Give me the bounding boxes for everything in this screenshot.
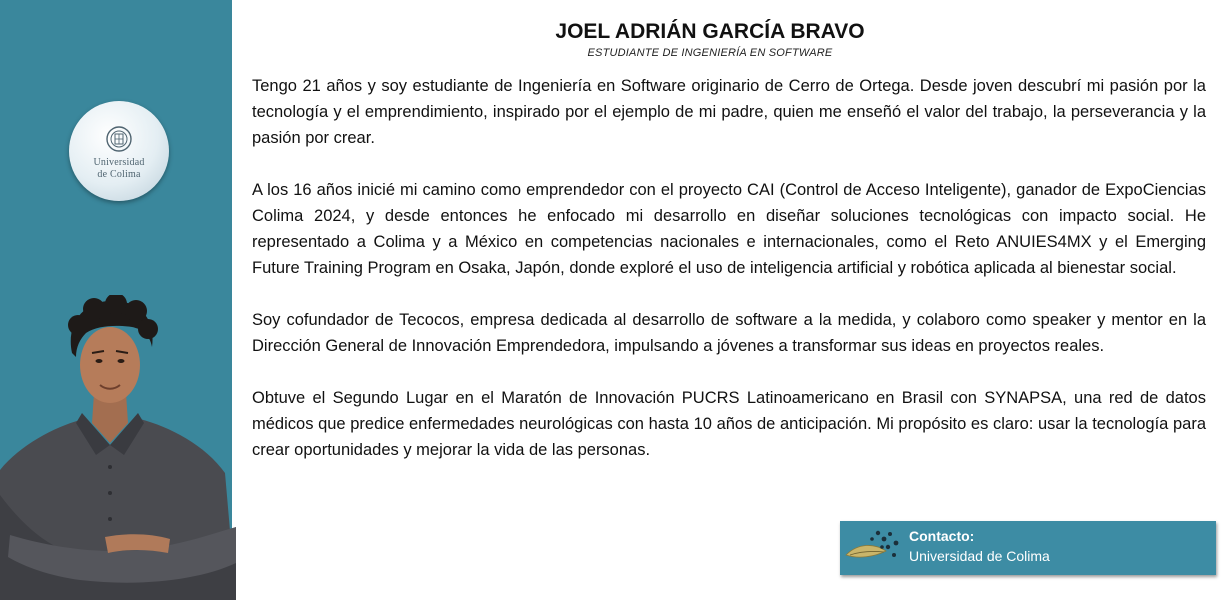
- university-logo-text: [69, 157, 169, 181]
- contact-box: [840, 521, 1216, 575]
- bio-paragraph-3: Soy cofundador de Tecocos, empresa dedicada al desarrollo de software a la medida, y colaboro como speaker y mentor en la Dirección General de Innovación Emprendedora, impulsando a jóvenes a transformar sus ideas en proyectos reales.: [252, 311, 1206, 355]
- person-role: ESTUDIANTE DE INGENIERÍA EN SOFTWARE: [587, 47, 833, 59]
- logo-line-2: de Colima: [97, 169, 141, 180]
- logo-line-1: Universidad: [93, 157, 145, 168]
- university-logo: [69, 101, 169, 201]
- profile-header: [470, 18, 950, 60]
- bio-paragraph-2: A los 16 años inicié mi camino como emprendedor con el proyecto CAI (Control de Acceso Inteligente), ganador de ExpoCiencias Colima 2024, y desde entonces he enfocado mi desarrollo en diseñar soluciones tecnológicas con impacto social. He representado a Colima y a México en competencias nacionales e internacionales, como el Reto ANUIES4MX y el Emerging Future Training Program en Osaka, Japón, donde exploré el uso de inteligencia artificial y robótica aplicada al bienestar social.: [252, 181, 1206, 277]
- biography: [252, 73, 1206, 489]
- contact-label: Contacto:: [909, 528, 975, 544]
- person-name: JOEL ADRIÁN GARCÍA BRAVO: [555, 20, 865, 43]
- university-crest-icon: [105, 125, 133, 153]
- bio-paragraph-4: Obtuve el Segundo Lugar en el Maratón de Innovación PUCRS Latinoamericano en Brasil con SYNAPSA, una red de datos médicos que predice enfermedades neurológicas con hasta 10 años de anticipación. Mi propósito es claro: usar la tecnología para crear oportunidades y mejorar la vida de las personas.: [252, 389, 1206, 459]
- plant-seeds-icon: [844, 525, 904, 571]
- contact-value: Universidad de Colima: [909, 548, 1050, 564]
- bio-paragraph-1: Tengo 21 años y soy estudiante de Ingeniería en Software originario de Cerro de Ortega. Desde joven descubrí mi pasión por la tecnología y el emprendimiento, inspirado por el ejemplo de mi padre, quien me enseñó el valor del trabajo, la perseverancia y la pasión por crear.: [252, 77, 1206, 147]
- profile-photo: [0, 295, 238, 600]
